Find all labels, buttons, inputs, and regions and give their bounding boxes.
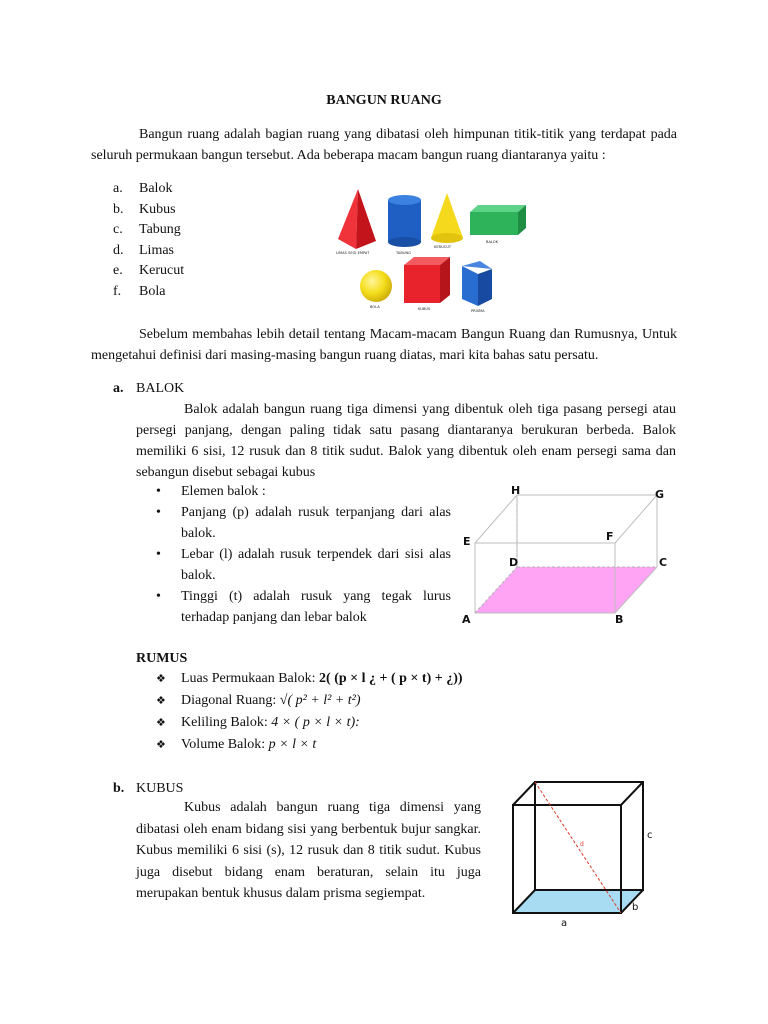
label-prisma: PRISMA: [471, 309, 485, 313]
label-balok: BALOK: [486, 240, 498, 244]
shape-name: Kubus: [139, 201, 176, 217]
edge-label-a: a: [561, 918, 568, 929]
sphere-shape: [360, 270, 392, 302]
list-marker: f.: [113, 283, 122, 299]
shape-name: Limas: [139, 242, 174, 258]
section-kubus-heading: KUBUS: [136, 781, 184, 796]
balok-elements-list: [136, 481, 451, 628]
prism-shape: [462, 261, 492, 306]
transition-paragraph: Sebelum membahas lebih detail tentang Macam-macam Bangun Ruang dan Rumusnya, Untuk mengetahui definisi dari masing-masing bangun ruang diatas, mari kita bahas satu persatu.: [91, 327, 677, 363]
shape-name: Balok: [139, 181, 173, 196]
list-item: • Panjang (p) adalah rusuk terpanjang dari alas balok.: [156, 505, 451, 541]
page-title: BANGUN RUANG: [326, 93, 442, 108]
list-marker: a.: [113, 181, 123, 196]
cylinder-shape: [388, 195, 421, 247]
vertex-e: E: [463, 535, 471, 548]
label-kubus: KUBUS: [418, 307, 431, 311]
list-item: • Lebar (l) adalah rusuk terpendek dari sisi alas balok.: [156, 547, 451, 583]
list-marker: e.: [113, 263, 123, 278]
diagonal-label-d: d: [580, 841, 584, 848]
pyramid-shape: [338, 189, 376, 249]
section-balok-heading: BALOK: [136, 381, 185, 396]
balok-definition: Balok adalah bangun ruang tiga dimensi yang dibentuk oleh tiga pasang persegi atau persegi panjang, dengan paling tidak satu pasang diantaranya berukuran berbeda. Balok memiliki 6 sisi, 12 rusuk dan 8 titik sudut. Balok yang dibentuk oleh enam persegi sama dan sebangun disebut sebagai kubus: [136, 402, 676, 480]
rumus-list: [136, 668, 556, 756]
shape-name: Kerucut: [139, 263, 185, 278]
list-item: • Elemen balok :: [156, 484, 266, 499]
list-marker: d.: [113, 242, 124, 258]
cube-shape: [404, 257, 450, 303]
edge-label-c: c: [647, 830, 653, 841]
label-bola: BOLA: [370, 305, 380, 309]
label-kerucut: KERUCUT: [434, 245, 452, 249]
vertex-g: G: [655, 488, 665, 501]
vertex-c: C: [659, 556, 668, 569]
list-item: [113, 220, 184, 241]
edge-label-b: b: [632, 902, 639, 913]
vertex-f: F: [606, 530, 614, 543]
list-marker: c.: [113, 222, 123, 237]
kubus-definition: Kubus adalah bangun ruang tiga dimensi yang dibatasi oleh enam bidang sisi yang berbentuk bujur sangkar. Kubus memiliki 6 sisi (s), 12 rusuk dan 8 titik sudut. Kubus juga disebut bidang enam beraturan, selain itu juga merupakan bentuk khusus dalam prisma segiempat.: [136, 800, 481, 901]
list-item: ❖ Keliling Balok: 4 × ( p × l × t):: [156, 715, 360, 730]
balok-base-face: [475, 567, 657, 613]
list-item: ❖ Luas Permukaan Balok: 2( (p × l ¿ + ( p × t) + ¿)): [156, 671, 463, 686]
vertex-h: H: [511, 484, 521, 497]
cone-shape: [431, 193, 463, 243]
rumus-heading: RUMUS: [136, 651, 188, 666]
list-marker: b.: [113, 201, 124, 217]
balok-diagram: [458, 480, 673, 628]
section-b-marker: b.: [113, 781, 125, 796]
list-item: ❖ Volume Balok: p × l × t: [156, 737, 317, 752]
list-item: [113, 179, 184, 200]
kubus-diagram: [505, 768, 665, 932]
shape-name: Bola: [139, 283, 166, 299]
vertex-a: A: [462, 613, 471, 626]
cuboid-shape: [470, 205, 526, 235]
intro-paragraph: Bangun ruang adalah bagian ruang yang dibatasi oleh himpunan titik-titik yang terdapat pada seluruh permukaan bangun tersebut. Ada beberapa macam bangun ruang diantaranya yaitu :: [91, 127, 677, 163]
list-item: [113, 261, 184, 282]
shapes-figure: [330, 183, 532, 317]
list-item: [113, 241, 184, 262]
list-item: [113, 200, 184, 221]
shape-name: Tabung: [139, 222, 181, 237]
vertex-d: D: [509, 556, 519, 569]
shape-list: [113, 179, 184, 302]
label-limas: LIMAS SEGI EMPAT: [336, 251, 370, 255]
list-item: ❖ Diagonal Ruang: √( p² + l² + t²): [156, 693, 361, 708]
vertex-b: B: [615, 613, 624, 626]
label-tabung: TABUNG: [396, 251, 411, 255]
list-item: • Tinggi (t) adalah rusuk yang tegak lurus terhadap panjang dan lebar balok: [156, 589, 451, 625]
section-a-marker: a.: [113, 381, 124, 396]
list-item: [113, 282, 184, 303]
